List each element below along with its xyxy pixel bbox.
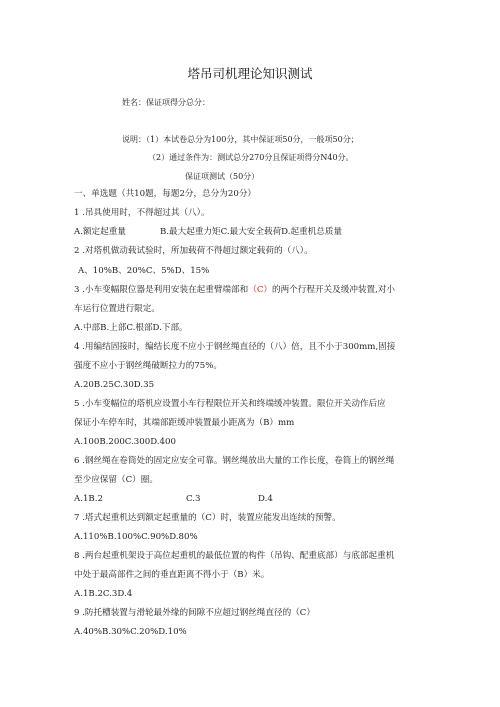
question-6-option-d: D.4 bbox=[258, 494, 273, 504]
question-3-stem-post: 的两个行程开关及缓冲装置,对小 bbox=[271, 285, 396, 295]
question-4-line-2: 强度不应小于钢丝绳破断拉力的75%。 bbox=[74, 361, 223, 371]
question-4: 4 .用编结固接时，编结长度不应小于钢丝绳直径的（八）倍，且不小于300mm,固接 bbox=[74, 342, 396, 352]
question-8-options: A.1B.2C.3D.4 bbox=[74, 589, 133, 599]
question-1-options-bcd: B.最大起重力矩C.最大安全载荷D.起重机总质量 bbox=[160, 227, 343, 237]
name-score-line: 姓名：保证项得分总分： bbox=[122, 98, 210, 107]
question-3-options: A.中部B.上部C.根部D.下部。 bbox=[74, 323, 188, 333]
question-2: 2 .对塔机做动载试验时，所加载荷不得超过额定载荷的（八）。 bbox=[74, 246, 313, 256]
question-4-options: A.20B.25C.30D.35 bbox=[74, 380, 155, 390]
question-1-option-a: A.额定起重量 bbox=[74, 227, 126, 237]
question-3 bbox=[74, 285, 395, 296]
question-2-options: A、10%B、20%C、5%D、15% bbox=[78, 266, 210, 276]
page-title: 塔吊司机理论知识测试 bbox=[187, 66, 313, 81]
question-7: 7 .塔式起重机达到额定起重量的（C）时，装置应能发出连续的预警。 bbox=[74, 513, 341, 523]
question-6: 6 .钢丝绳在卷筒处的固定应安全可靠。钢丝绳放出大量的工作长度，卷筒上的钢丝绳 bbox=[74, 456, 395, 466]
question-5-options: A.100B.200C.300D.400 bbox=[74, 437, 176, 447]
question-5: 5 .小车变幅位的塔机应设置小车行程限位开关和终端缓冲装置。限位开关动作后应 bbox=[74, 399, 386, 409]
question-1: 1 .吊具使用时，不得超过其（八）。 bbox=[74, 208, 210, 218]
question-9-options: A.40%B.30%C.20%D.10% bbox=[74, 627, 187, 637]
question-6-option-c: C.3 bbox=[186, 494, 201, 504]
instruction-line-1: 说明：（1）本试卷总分为100分，其中保证项50分，一般项50分； bbox=[122, 135, 359, 144]
part-heading: 一、单选题（共10题，每题2分，总分为20分） bbox=[74, 189, 257, 199]
question-3-answer: （C） bbox=[248, 285, 272, 295]
section-heading: 保证项测试（50分） bbox=[185, 172, 260, 181]
instruction-line-2: （2）通过条件为：测试总分270分且保证项得分N40分。 bbox=[148, 153, 354, 162]
question-6-line-2: 至少应保留（C）圈。 bbox=[74, 475, 158, 485]
question-3-stem-pre: 3 .小车变幅限位器是利用安装在起重臂端部和 bbox=[74, 285, 249, 295]
question-9: 9 .防托槽装置与滑轮最外缘的间隙不应超过钢丝绳直径的（C） bbox=[74, 608, 315, 618]
question-5-line-2: 保证小车停车时，其端部距缓冲装置最小距离为（B）mm bbox=[74, 418, 295, 428]
question-7-options: A.110%B.100%C.90%D.80% bbox=[74, 532, 198, 542]
question-8: 8 .两台起重机架设于高位起重机的最低位置的构件（吊钩、配重底部）与底部起重机 bbox=[74, 551, 395, 561]
question-6-options-ab: A.1B.2 bbox=[74, 494, 103, 504]
question-3-line-2: 车运行位置进行限定。 bbox=[74, 304, 160, 314]
question-8-line-2: 中处于最高部件之间的垂直距离不得小于（B）米。 bbox=[74, 570, 270, 580]
